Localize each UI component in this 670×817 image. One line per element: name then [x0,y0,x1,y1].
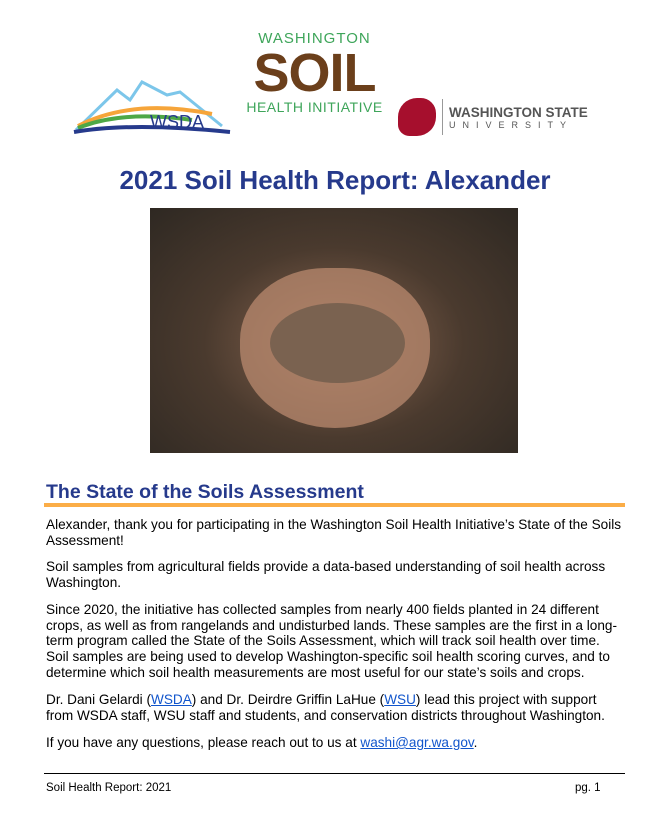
section-heading: The State of the Soils Assessment [46,481,364,503]
soil-logo-main: SOIL [253,43,376,103]
contact-period: . [473,735,478,750]
page-number: pg. 1 [575,782,601,794]
cougar-icon [398,98,436,136]
hands-holding-soil-photo [150,208,518,453]
wsda-link[interactable]: WSDA [151,692,192,707]
footer-divider [44,773,625,774]
wsu-logo-line2: UNIVERSITY [449,119,574,130]
contact-text: If you have any questions, please reach out to us at [46,735,361,750]
initiative-paragraph: Since 2020, the initiative has collected samples from nearly 400 fields planted in 24 different crops, as well as from rangelands and undisturbed lands. These samples are the first in a long-term program called the State of the Soils Assessment, which will track soil health over time. Soil samples are being used to develop Washington-specific soil health scoring curves, and to determine which soil health measurements are most useful for our state’s soils and crops. [46,602,617,680]
leads-paragraph [46,692,626,723]
wsda-logo [72,70,232,136]
wsu-logo-line1: WASHINGTON STATE [449,104,588,120]
footer-title: Soil Health Report: 2021 [46,782,172,794]
wsu-link[interactable]: WSU [384,692,416,707]
report-title: 2021 Soil Health Report: Alexander [119,165,551,195]
soil-logo-bottom: HEALTH INITIATIVE [246,99,383,115]
soil-logo-top: WASHINGTON [258,30,371,47]
samples-paragraph: Soil samples from agricultural fields provide a data-based understanding of soil health across Washington. [46,559,606,590]
leads-text-3: ) lead this project with support from WSDA staff, WSU staff and students, and conservation districts throughout Washington. [46,692,605,723]
leads-text-2: ) and Dr. Deirdre Griffin LaHue ( [191,692,385,707]
email-link[interactable]: washi@agr.wa.gov [360,735,474,750]
contact-paragraph [46,735,626,751]
wsu-logo [398,98,588,136]
soil-health-initiative-logo [232,30,397,115]
leads-text-1: Dr. Dani Gelardi ( [46,692,152,707]
heading-divider [44,503,625,507]
wsda-logo-text: WSDA [150,112,204,132]
intro-paragraph: Alexander, thank you for participating in the Washington Soil Health Initiative’s State of the Soils Assessment! [46,517,622,548]
